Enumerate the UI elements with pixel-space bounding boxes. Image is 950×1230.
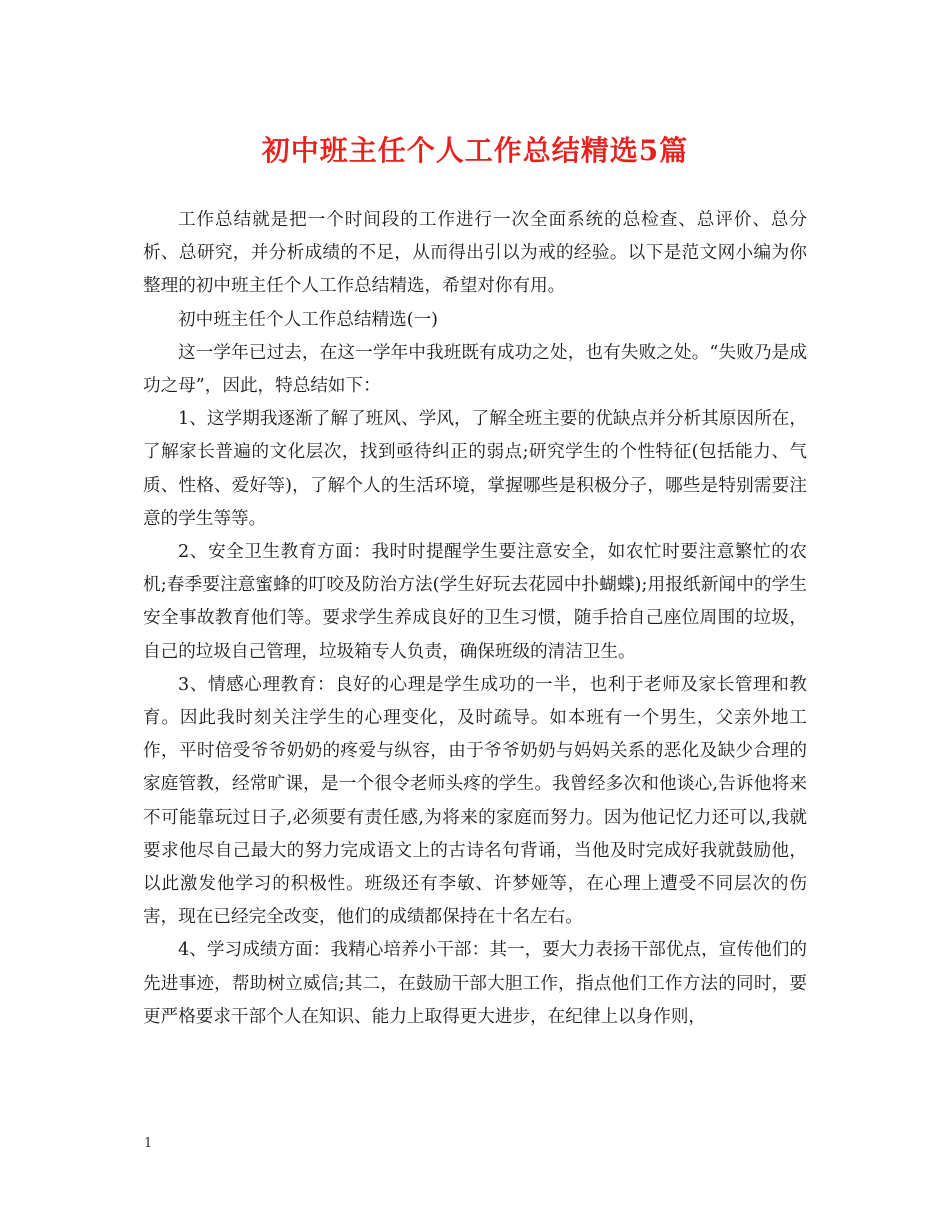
- section-heading: 初中班主任个人工作总结精选(一): [178, 309, 439, 330]
- body-paragraph: 这一学年已过去，在这一学年中我班既有成功之处，也有失败之处。“失败乃是成功之母”，因此，特总结如下：: [143, 342, 807, 397]
- body-paragraph: 2、安全卫生教育方面：我时时提醒学生要注意安全，如农忙时要注意繁忙的农机;春季要注意蜜蜂的叮咬及防治方法(学生好玩去花园中扑蝴蝶);用报纸新闻中的学生安全事故教育他们等。要求学生养成良好的卫生习惯，随手拾自己座位周围的垃圾，自己的垃圾自己管理，垃圾箱专人负责，确保班级的清洁卫生。: [143, 542, 807, 662]
- document-body: [143, 204, 807, 1034]
- body-paragraph: 4、学习成绩方面：我精心培养小干部：其一，要大力表扬干部优点，宣传他们的先进事迹，帮助树立威信;其二，在鼓励干部大胆工作，指点他们工作方法的同时，要更严格要求干部个人在知识、能力上取得更大进步，在纪律上以身作则，: [143, 940, 807, 1027]
- intro-paragraph: 工作总结就是把一个时间段的工作进行一次全面系统的总检查、总评价、总分析、总研究，并分析成绩的不足，从而得出引以为戒的经验。以下是范文网小编为你整理的初中班主任个人工作总结精选，希望对你有用。: [143, 210, 807, 297]
- page-number: 1: [144, 1136, 153, 1151]
- document-title: 初中班主任个人工作总结精选5篇: [261, 134, 689, 167]
- body-paragraph: 1、这学期我逐渐了解了班风、学风，了解全班主要的优缺点并分析其原因所在，了解家长普遍的文化层次，找到亟待纠正的弱点;研究学生的个性特征(包括能力、气质、性格、爱好等)，了解个人的生活环境，掌握哪些是积极分子，哪些是特别需要注意的学生等等。: [143, 409, 807, 529]
- body-paragraph: 3、情感心理教育：良好的心理是学生成功的一半，也利于老师及家长管理和教育。因此我时刻关注学生的心理变化，及时疏导。如本班有一个男生，父亲外地工作，平时倍受爷爷奶奶的疼爱与纵容，由于爷爷奶奶与妈妈关系的恶化及缺少合理的家庭管教，经常旷课，是一个很令老师头疼的学生。我曾经多次和他谈心,告诉他将来不可能靠玩过日子,必须要有责任感,为将来的家庭而努力。因为他记忆力还可以,我就要求他尽自己最大的努力完成语文上的古诗名句背诵，当他及时完成好我就鼓励他，以此激发他学习的积极性。班级还有李敏、许梦娅等，在心理上遭受不同层次的伤害，现在已经完全改变，他们的成绩都保持在十名左右。: [143, 674, 807, 928]
